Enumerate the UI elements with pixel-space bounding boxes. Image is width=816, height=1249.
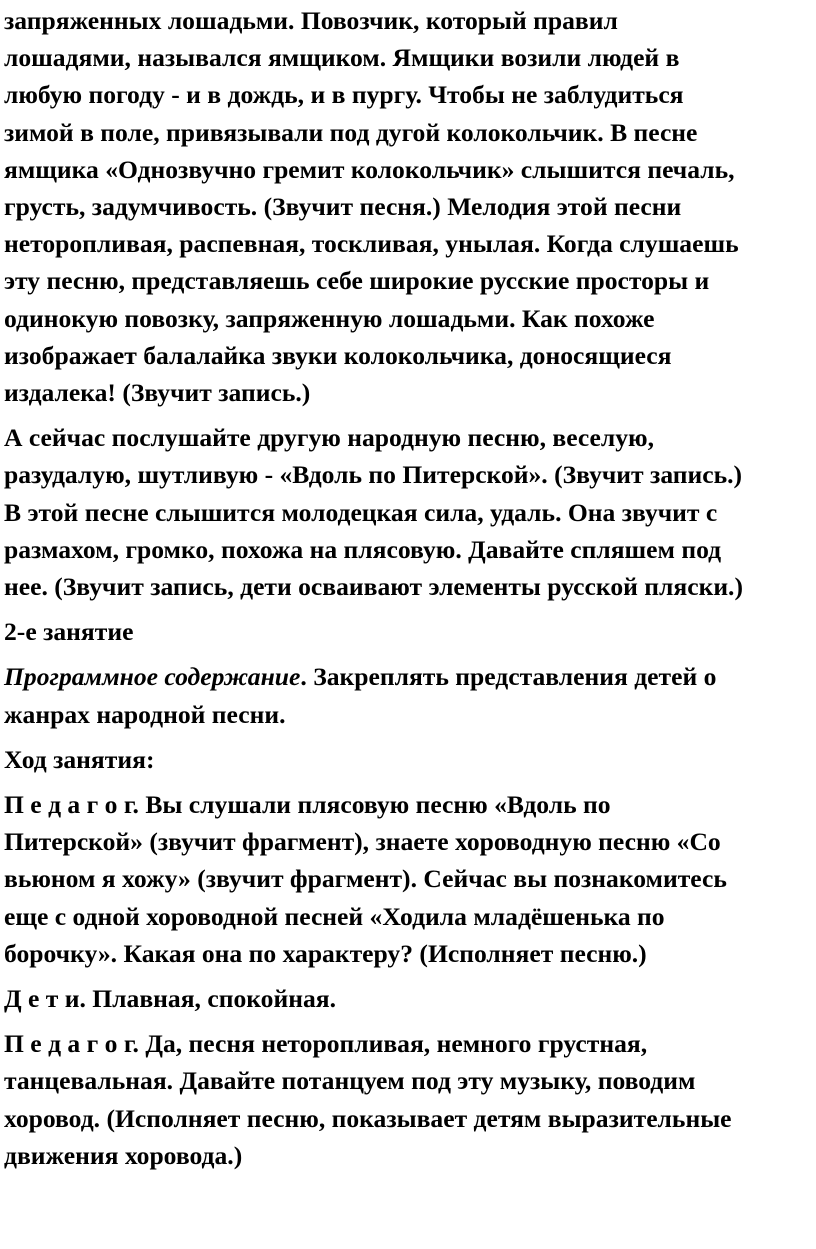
text-line xyxy=(4,658,812,695)
text-line: 2-е занятие xyxy=(4,617,134,647)
text-line: В этой песне слышится молодецкая сила, удаль. Она звучит с xyxy=(4,497,718,527)
text-line: ямщика «Однозвучно гремит колокольчик» слышится печаль, xyxy=(4,154,735,184)
text-line: еще с одной хороводной песней «Ходила младёшенька по xyxy=(4,901,665,931)
text-line: движения хоровода.) xyxy=(4,1140,243,1170)
paragraph-children-answer xyxy=(4,980,812,1017)
text-line: одинокую повозку, запряженную лошадьми. Как похоже xyxy=(4,303,655,333)
text-line: хоровод. (Исполняет песню, показывает детям выразительные xyxy=(4,1103,732,1133)
text-line: разудалую, шутливую - «Вдоль по Питерской». (Звучит запись.) xyxy=(4,460,743,490)
text-line: вьюном я хожу» (звучит фрагмент). Сейчас вы познакомитесь xyxy=(4,864,727,894)
paragraph-teacher-dance xyxy=(4,1025,812,1174)
text-line: Д е т и. Плавная, спокойная. xyxy=(4,984,336,1014)
text-line: любую погоду - и в дождь, и в пургу. Чтобы не заблудиться xyxy=(4,80,684,110)
text-line: размахом, громко, похожа на плясовую. Давайте спляшем под xyxy=(4,534,722,564)
text-line: зимой в поле, привязывали под дугой колокольчик. В песне xyxy=(4,117,698,147)
program-content-label: Программное содержание xyxy=(4,662,301,692)
paragraph-yamshchik-song xyxy=(4,2,812,411)
text-line: А сейчас послушайте другую народную песню, веселую, xyxy=(4,423,655,453)
text-line: неторопливая, распевная, тоскливая, унылая. Когда слушаешь xyxy=(4,229,739,259)
text-line: П е д а г о г. Да, песня неторопливая, немного грустная, xyxy=(4,1029,648,1059)
text-line: Питерской» (звучит фрагмент), знаете хороводную песню «Со xyxy=(4,827,721,857)
paragraph-teacher-intro xyxy=(4,786,812,972)
text-line: издалека! (Звучит запись.) xyxy=(4,378,311,408)
text-line: жанрах народной песни. xyxy=(4,699,286,729)
text-line: лошадями, назывался ямщиком. Ямщики возили людей в xyxy=(4,43,680,73)
text-line: нее. (Звучит запись, дети осваивают элементы русской пляски.) xyxy=(4,572,743,602)
text-line: танцевальная. Давайте потанцуем под эту музыку, поводим xyxy=(4,1066,696,1096)
text-line: борочку». Какая она по характеру? (Исполняет песню.) xyxy=(4,938,647,968)
paragraph-vdol-po-piterskoy xyxy=(4,419,812,605)
text-line: грусть, задумчивость. (Звучит песня.) Мелодия этой песни xyxy=(4,192,682,222)
text-line: П е д а г о г. Вы слушали плясовую песню «Вдоль по xyxy=(4,790,611,820)
text-line: запряженных лошадьми. Повозчик, который правил xyxy=(4,6,618,35)
text-line: эту песню, представляешь себе широкие русские просторы и xyxy=(4,266,710,296)
section-heading-lesson-course xyxy=(4,741,812,778)
text-line: изображает балалайка звуки колокольчика, доносящиеся xyxy=(4,340,672,370)
text-line: Ход занятия: xyxy=(4,744,155,774)
section-heading-lesson-2 xyxy=(4,613,812,650)
program-content-text: . Закреплять представления детей о xyxy=(300,662,717,692)
paragraph-program-content xyxy=(4,658,812,732)
